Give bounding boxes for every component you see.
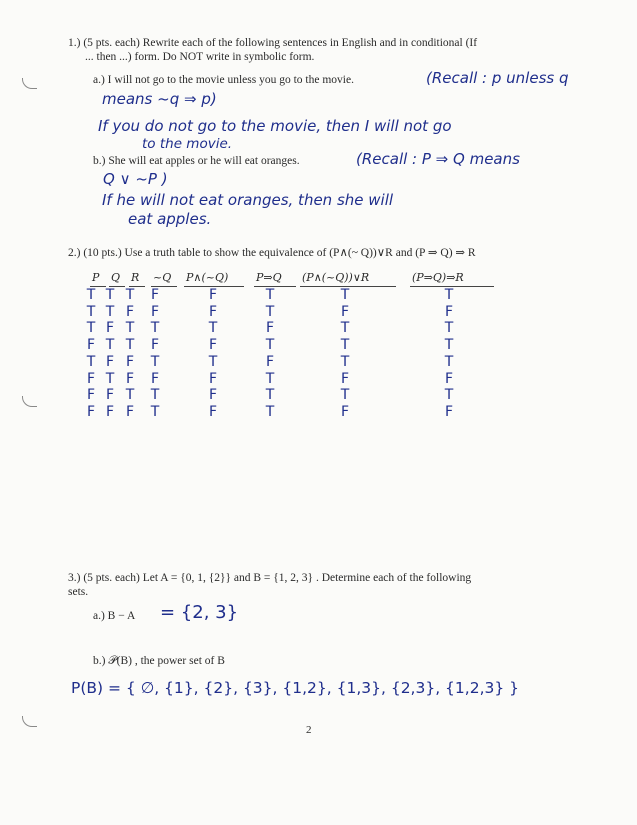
truth-table-header-not-q: ~Q	[153, 271, 172, 284]
truth-table-cell-lhs: T	[340, 287, 350, 303]
truth-table-cell-q: T	[105, 287, 115, 303]
truth-table-cell-rhs: T	[444, 287, 454, 303]
truth-table-cell-p-implies-q: T	[265, 303, 275, 320]
truth-table-cell-p-implies-q: T	[265, 287, 275, 303]
q1a-answer-line2: to the movie.	[142, 136, 233, 152]
truth-table-cell-lhs: F	[340, 370, 350, 387]
truth-table-cell-r: F	[125, 303, 135, 320]
truth-table-cell-not-q: T	[150, 403, 160, 420]
truth-table-cell-q: T	[105, 303, 115, 320]
q1a-recall-note-line2: means ~q ⇒ p)	[102, 90, 217, 108]
truth-table-cell-not-q: T	[150, 387, 160, 404]
truth-table-cell-p-and-not-q: F	[208, 287, 218, 303]
punch-mark-bottom	[22, 716, 37, 727]
truth-table-cell-p-implies-q: T	[265, 403, 275, 420]
truth-table-cell-p-and-not-q: F	[208, 337, 218, 354]
truth-table-cell-rhs: T	[444, 353, 454, 370]
truth-table-cell-not-q: F	[150, 303, 160, 320]
truth-table-cell-r: T	[125, 320, 135, 337]
truth-table-cell-not-q: F	[150, 287, 160, 303]
q3-prompt-line1: 3.) (5 pts. each) Let A = {0, 1, {2}} and B = {1, 2, 3} . Determine each of the following	[68, 572, 472, 584]
truth-table-cell-q: F	[105, 320, 115, 337]
truth-table-cell-p: T	[86, 287, 96, 303]
q1b-recall-note-line2: Q ∨ ~P )	[103, 170, 168, 188]
truth-table-cell-not-q: F	[150, 337, 160, 354]
q3-prompt-line2: sets.	[68, 586, 89, 598]
truth-table-header-r: R	[131, 271, 140, 284]
q3b-answer: P(B) = { ∅, {1}, {2}, {3}, {1,2}, {1,3}, {2,3}, {1,2,3} }	[71, 679, 520, 697]
q1a-answer-line1: If you do not go to the movie, then I will not go	[98, 117, 452, 135]
truth-table-cell-rhs: F	[444, 370, 454, 387]
truth-table-cell-lhs: F	[340, 303, 350, 320]
truth-table-header-lhs: (P∧(~Q))∨R	[302, 271, 370, 284]
q2-prompt: 2.) (10 pts.) Use a truth table to show the equivalence of (P∧(~ Q))∨R and (P ⇒ Q) ⇒ R	[68, 247, 476, 259]
truth-table-cell-not-q: T	[150, 320, 160, 337]
truth-table-cell-r: F	[125, 403, 135, 420]
truth-table-cell-p-implies-q: F	[265, 320, 275, 337]
q1a-recall-note-line1: (Recall : p unless q	[426, 69, 569, 87]
truth-table-cell-r: F	[125, 370, 135, 387]
truth-table-cell-q: F	[105, 353, 115, 370]
truth-table-header-rhs: (P⇒Q)⇒R	[412, 271, 464, 284]
truth-table-cell-p-and-not-q: F	[208, 403, 218, 420]
q1-prompt-line1: 1.) (5 pts. each) Rewrite each of the following sentences in English and in conditional (If	[68, 37, 478, 49]
truth-table-cell-p: T	[86, 320, 96, 337]
q3a-answer: = {2, 3}	[160, 602, 239, 623]
truth-table-header-p-implies-q: P⇒Q	[256, 271, 282, 284]
truth-table-cell-p-and-not-q: T	[208, 353, 218, 370]
q1b-answer-line1: If he will not eat oranges, then she will	[102, 191, 394, 209]
q1a-label: a.) I will not go to the movie unless you go to the movie.	[93, 74, 354, 86]
truth-table-header-p-and-not-q: P∧(~Q)	[186, 271, 229, 284]
q1b-answer-line2: eat apples.	[128, 210, 212, 228]
truth-table-cell-p-implies-q: T	[265, 387, 275, 404]
truth-table-cell-rhs: T	[444, 387, 454, 404]
truth-table-cell-p-implies-q: T	[265, 370, 275, 387]
truth-table-cell-p-and-not-q: F	[208, 370, 218, 387]
truth-table-header-q: Q	[111, 271, 121, 284]
truth-table-cell-p-and-not-q: T	[208, 320, 218, 337]
truth-table-cell-q: T	[105, 337, 115, 354]
truth-table-cell-not-q: F	[150, 370, 160, 387]
truth-table-cell-p: F	[86, 370, 96, 387]
punch-mark-top	[22, 78, 37, 89]
truth-table-cell-r: T	[125, 287, 135, 303]
truth-table-cell-r: T	[125, 337, 135, 354]
truth-table-cell-p: T	[86, 353, 96, 370]
punch-mark-middle	[22, 396, 37, 407]
page-number: 2	[306, 724, 312, 736]
truth-table-cell-rhs: T	[444, 320, 454, 337]
truth-table-cell-lhs: T	[340, 337, 350, 354]
q1-prompt-line2: ... then ...) form. Do NOT write in symbolic form.	[85, 51, 315, 63]
truth-table-cell-rhs: T	[444, 337, 454, 354]
truth-table-header-p: P	[92, 271, 100, 284]
q3b-label: b.) 𝒫(B) , the power set of B	[93, 655, 225, 667]
truth-table-cell-rhs: F	[444, 303, 454, 320]
truth-table-cell-q: T	[105, 370, 115, 387]
truth-table-cell-p: F	[86, 337, 96, 354]
truth-table-cell-lhs: F	[340, 403, 350, 420]
truth-table-cell-p-implies-q: T	[265, 337, 275, 354]
truth-table-cell-lhs: T	[340, 353, 350, 370]
truth-table-cell-q: F	[105, 403, 115, 420]
truth-table-cell-p: F	[86, 387, 96, 404]
q1b-recall-note-line1: (Recall : P ⇒ Q means	[356, 150, 520, 168]
truth-table-cell-q: F	[105, 387, 115, 404]
truth-table-cell-p-and-not-q: F	[208, 303, 218, 320]
truth-table-cell-r: T	[125, 387, 135, 404]
truth-table-cell-lhs: T	[340, 320, 350, 337]
truth-table-cell-not-q: T	[150, 353, 160, 370]
q3a-label: a.) B − A	[93, 610, 136, 622]
truth-table-cell-p: T	[86, 303, 96, 320]
truth-table-cell-p-and-not-q: F	[208, 387, 218, 404]
q1b-label: b.) She will eat apples or he will eat oranges.	[93, 155, 300, 167]
truth-table-cell-p: F	[86, 403, 96, 420]
truth-table-cell-rhs: F	[444, 403, 454, 420]
truth-table-cell-p-implies-q: F	[265, 353, 275, 370]
truth-table-cell-lhs: T	[340, 387, 350, 404]
truth-table-cell-r: F	[125, 353, 135, 370]
